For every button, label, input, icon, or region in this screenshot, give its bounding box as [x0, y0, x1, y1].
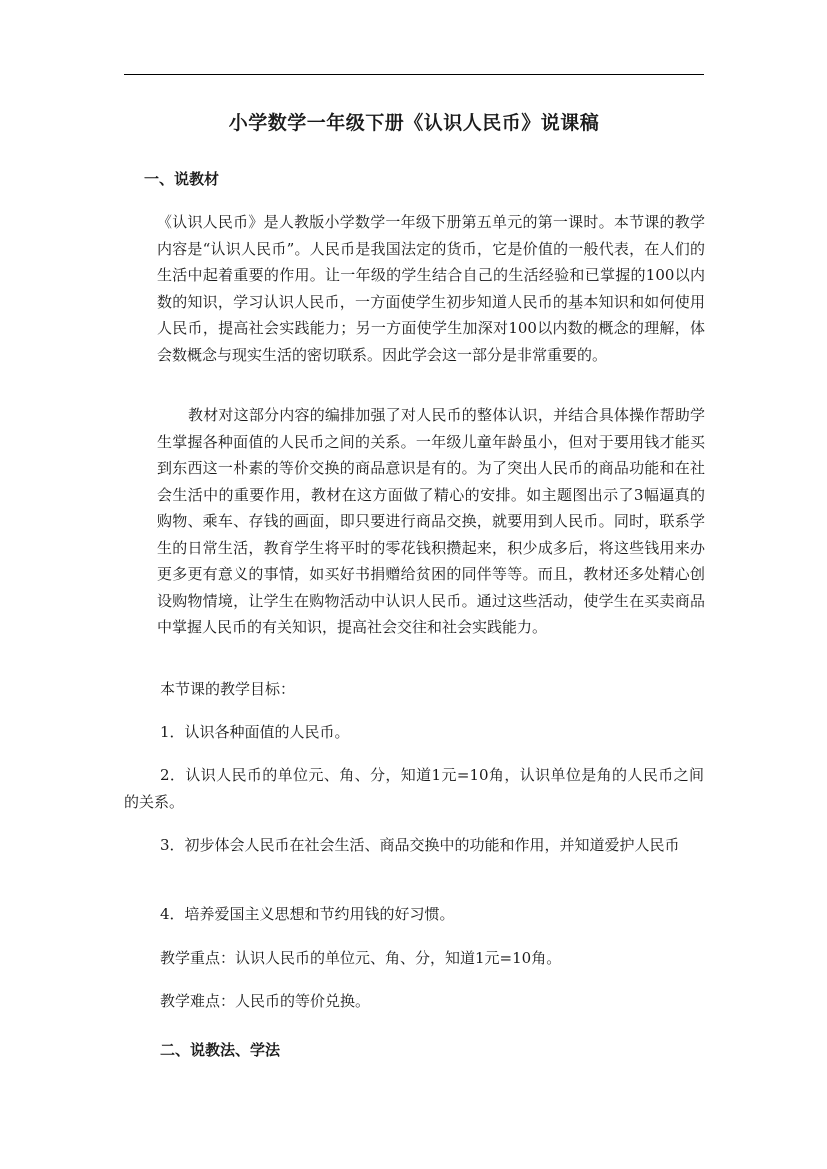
header-rule: [124, 74, 704, 75]
document-title: 小学数学一年级下册《认识人民币》说课稿: [228, 112, 600, 134]
section-heading-methods: 二、说教法、学法: [160, 1041, 281, 1059]
goal-item-4: 4．培养爱国主义思想和节约用钱的好习惯。: [160, 905, 455, 923]
goals-intro: 本节课的教学目标：: [160, 680, 296, 698]
goal-item-3: 3．初步体会人民币在社会生活、商品交换中的功能和作用，并知道爱护人民币: [160, 836, 680, 854]
paragraph-textbook-arrangement: 教材对这部分内容的编排加强了对人民币的整体认识，并结合具体操作帮助学生掌握各种面值的人民币之间的关系。一年级儿童年龄虽小，但对于要用钱才能买到东西这一朴素的等价交换的商品意识是有的。为了突出人民币的商品功能和在社会生活中的重要作用，教材在这方面做了精心的安排。如主题图出示了3幅逼真的购物、乘车、存钱的画面，即只要进行商品交换，就要用到人民币。同时，联系学生的日常生活，教育学生将平时的零花钱积攒起来，积少成多后，将这些钱用来办更多更有意义的事情，如买好书捐赠给贫困的同伴等等。而且，教材还多处精心创设购物情境，让学生在购物活动中认识人民币。通过这些活动，使学生在买卖商品中掌握人民币的有关知识，提高社会交往和社会实践能力。: [157, 406, 705, 636]
key-point: 教学重点：认识人民币的单位元、角、分，知道1元=10角。: [160, 949, 562, 967]
goal-item-2: 2．认识人民币的单位元、角、分，知道1元=10角，认识单位是角的人民币之间的关系。: [124, 766, 704, 811]
goal-item-1: 1．认识各种面值的人民币。: [160, 723, 350, 741]
difficulty-point: 教学难点：人民币的等价兑换。: [160, 992, 371, 1010]
paragraph-textbook-intro: 《认识人民币》是人教版小学数学一年级下册第五单元的第一课时。本节课的教学内容是“认识人民币”。人民币是我国法定的货币，它是价值的一般代表，在人们的生活中起着重要的作用。让一年级的学生结合自己的生活经验和已掌握的100以内数的知识，学习认识人民币，一方面使学生初步知道人民币的基本知识和如何使用人民币，提高社会实践能力；另一方面使学生加深对100以内数的概念的理解，体会数概念与现实生活的密切联系。因此学会这一部分是非常重要的。: [157, 213, 705, 364]
section-heading-materials: 一、说教材: [144, 170, 220, 188]
